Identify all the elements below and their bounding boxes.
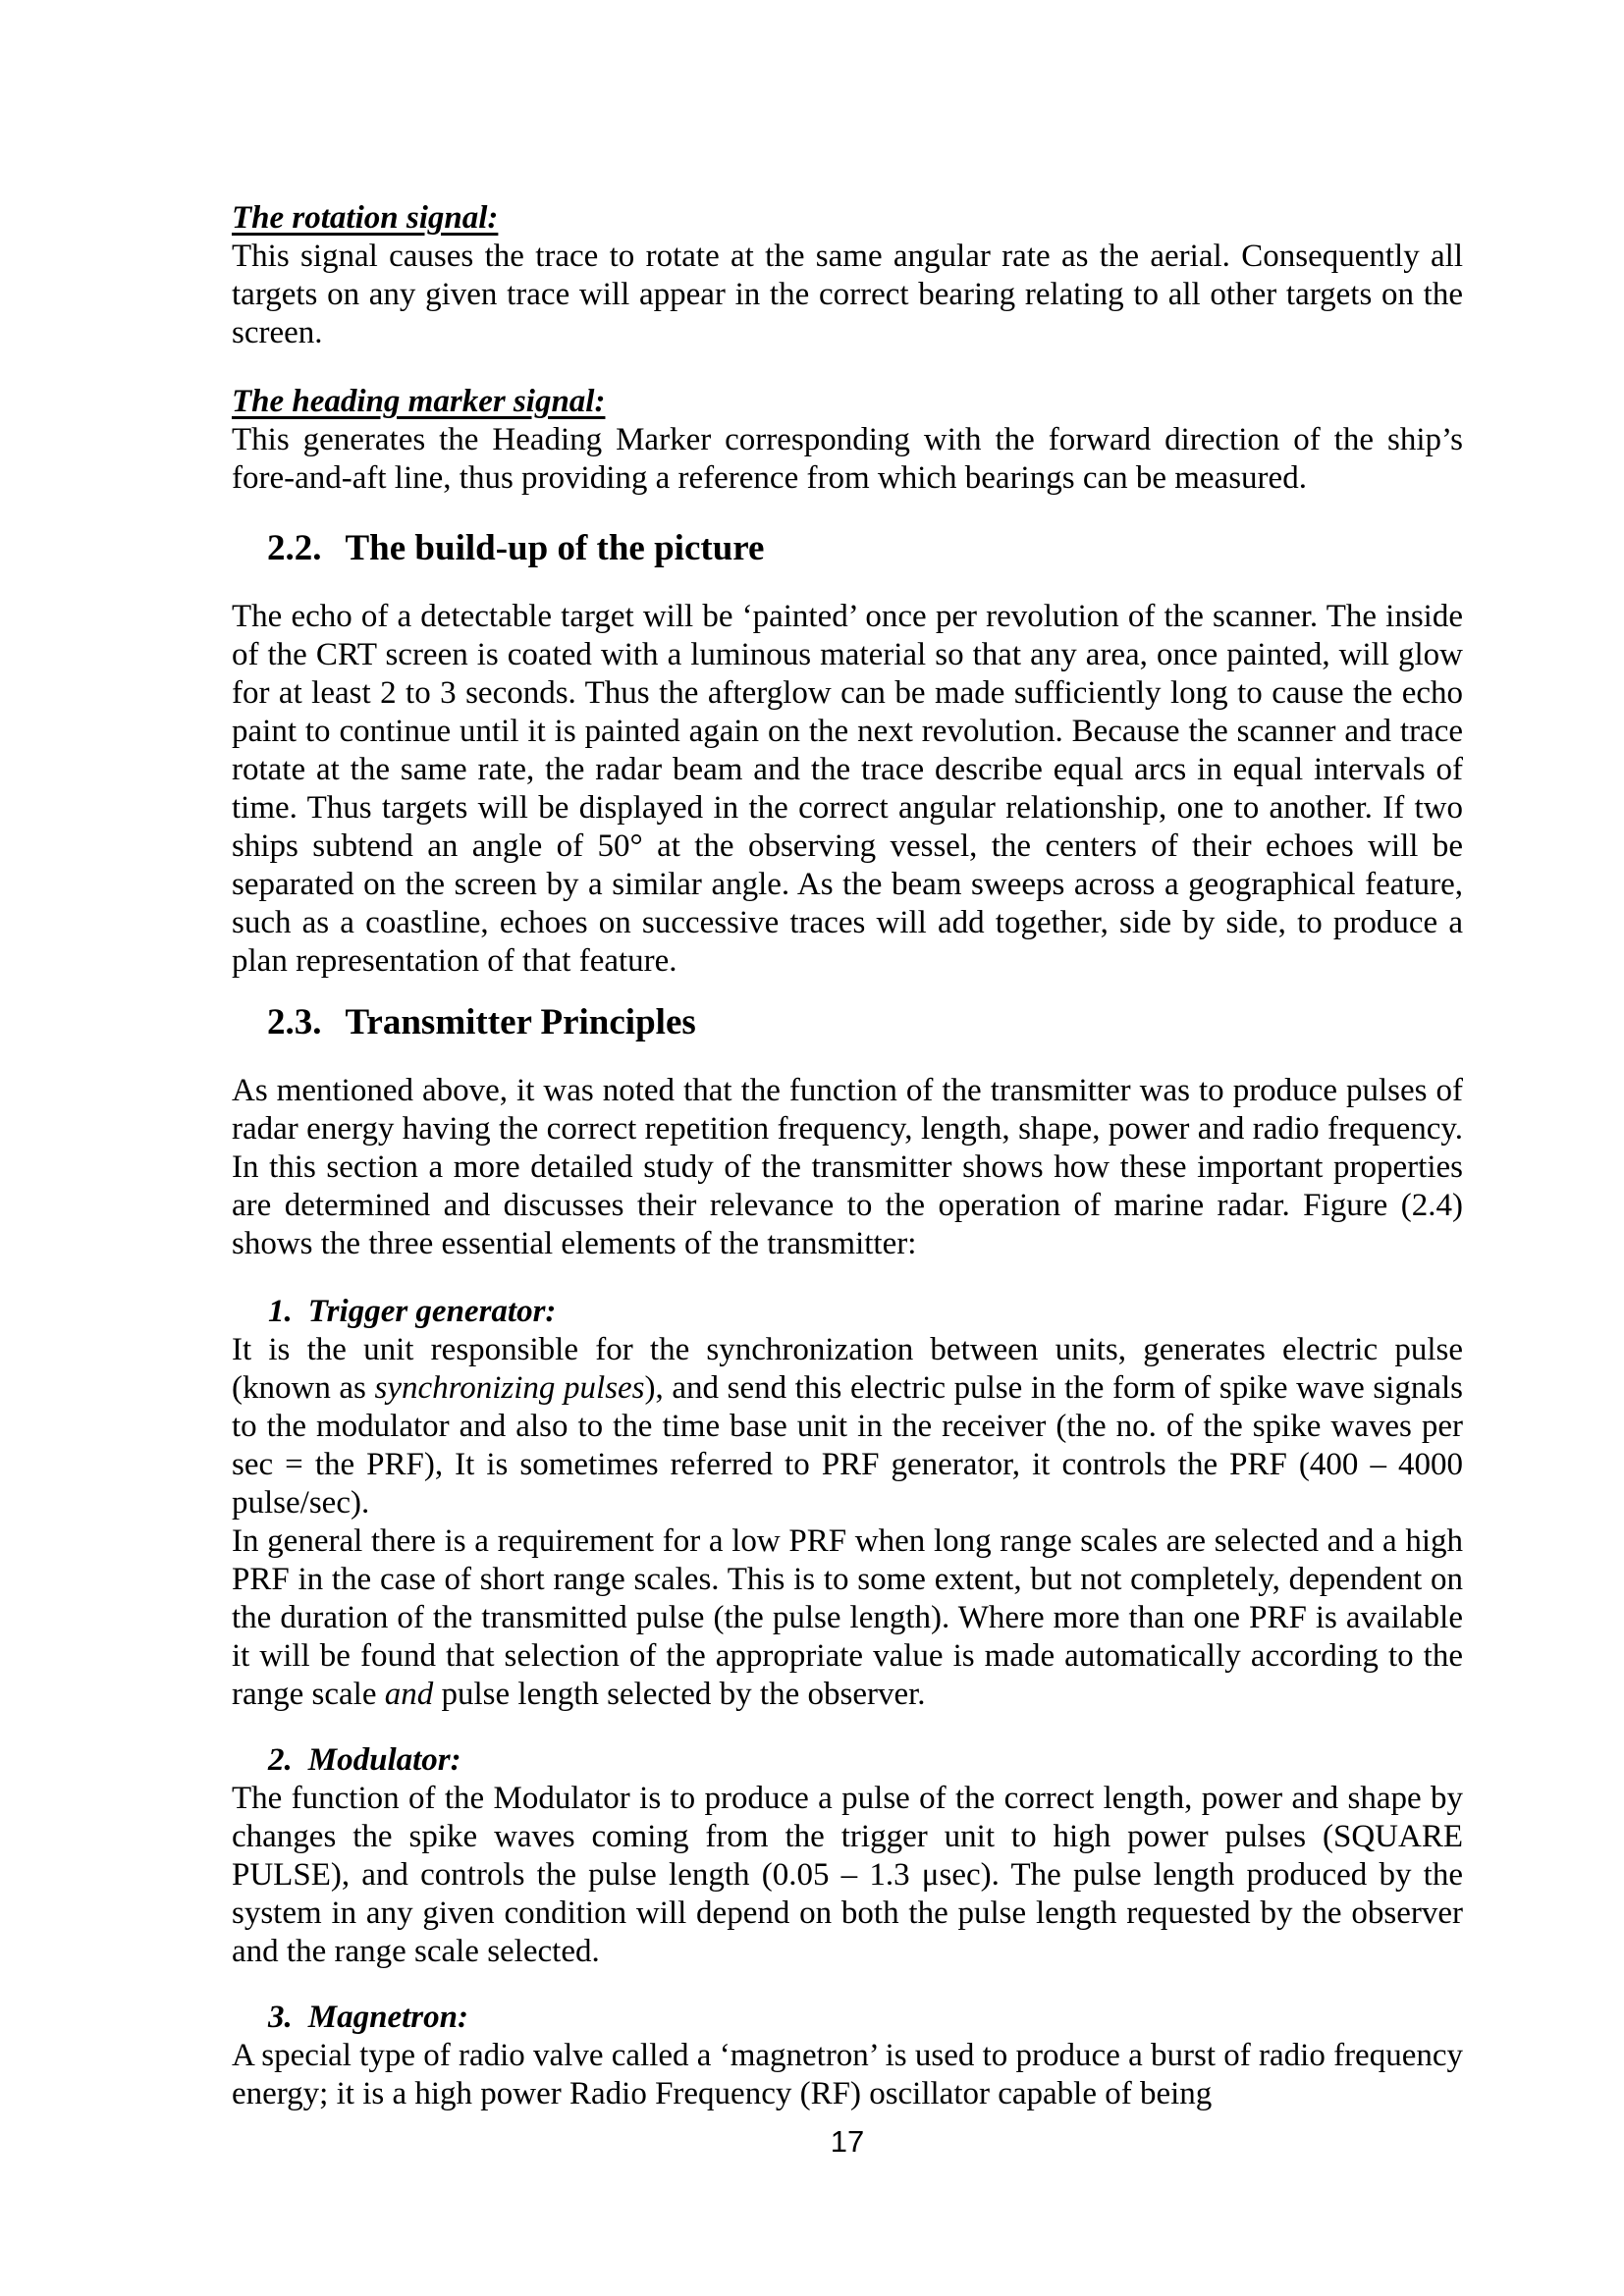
section-2-3-heading bbox=[232, 1001, 1463, 1044]
rotation-signal-heading bbox=[232, 199, 1463, 238]
trigger-generator-title: Trigger generator: bbox=[307, 1294, 557, 1329]
trigger-generator-number: 1. bbox=[268, 1294, 293, 1329]
heading-marker-heading bbox=[232, 383, 1463, 421]
magnetron-paragraph: A special type of radio valve called a ‘magnetron’ is used to produce a burst of radio frequency energy; it is a high power Radio Frequency (RF) oscillator capable of being bbox=[232, 2038, 1463, 2111]
page-number: 17 bbox=[830, 2124, 865, 2159]
section-2-2-number: 2.2. bbox=[267, 528, 322, 568]
section-2-3-number: 2.3. bbox=[267, 1002, 322, 1042]
trigger-generator-paragraph-1-text-cont: ), and send this electric pulse in the form of spike wave signals to the modulator and also to the time base unit in the receiver (the no. of the spike waves per sec = the PRF), It is sometimes referred to PRF generator, it controls the PRF (400 – 4000 pulse/sec). bbox=[232, 1370, 1463, 1521]
trigger-generator-paragraph-1 bbox=[232, 1331, 1463, 1522]
modulator-paragraph: The function of the Modulator is to produce a pulse of the correct length, power and shape by changes the spike waves coming from the trigger unit to high power pulses (SQUARE PULSE), and controls the pulse length (0.05 – 1.3 μsec). The pulse length produced by the system in any given condition will depend on both the pulse length requested by the observer and the range scale selected. bbox=[232, 1781, 1463, 1969]
magnetron-number: 3. bbox=[268, 2000, 293, 2035]
trigger-generator-paragraph-2-text: In general there is a requirement for a low PRF when long range scales are selected and a high PRF in the case of short range scales. This is to some extent, but not completely, dependent on the duration of the transmitted pulse (the pulse length). Where more than one PRF is available it will be found that selection of the appropriate value is made automatically according to the range scale bbox=[232, 1523, 1463, 1712]
section-2-2-title: The build-up of the picture bbox=[345, 528, 765, 568]
magnetron-title: Magnetron: bbox=[307, 2000, 468, 2035]
heading-marker-heading-text: The heading marker signal: bbox=[232, 384, 606, 419]
trigger-generator-paragraph-2-italic: and bbox=[384, 1677, 434, 1712]
page-content bbox=[232, 199, 1463, 2113]
heading-marker-paragraph: This generates the Heading Marker corresponding with the forward direction of the ship’s fore-and-aft line, thus providing a reference from which bearings can be measured. bbox=[232, 422, 1463, 496]
magnetron-heading bbox=[232, 1999, 1463, 2037]
modulator-number: 2. bbox=[268, 1742, 293, 1778]
rotation-signal-paragraph: This signal causes the trace to rotate at the same angular rate as the aerial. Consequently all targets on any given trace will appear in the correct bearing relating to all other targets on the screen. bbox=[232, 239, 1463, 350]
trigger-generator-paragraph-1-text: It is the unit responsible for the synchronization between units, generates electric pulse (known as bbox=[232, 1332, 1463, 1406]
modulator-heading bbox=[232, 1741, 1463, 1780]
section-2-3-intro-paragraph: As mentioned above, it was noted that the function of the transmitter was to produce pulses of radar energy having the correct repetition frequency, length, shape, power and radio frequency. In this section a more detailed study of the transmitter shows how these important properties are determined and discusses their relevance to the operation of marine radar. Figure (2.4) shows the three essential elements of the transmitter: bbox=[232, 1073, 1463, 1261]
section-2-3-title: Transmitter Principles bbox=[345, 1002, 696, 1042]
trigger-generator-heading bbox=[232, 1293, 1463, 1331]
trigger-generator-paragraph-2-text-cont: pulse length selected by the observer. bbox=[433, 1677, 926, 1712]
section-2-2-heading bbox=[232, 527, 1463, 570]
rotation-signal-heading-text: The rotation signal: bbox=[232, 200, 499, 236]
section-2-2-paragraph: The echo of a detectable target will be ‘painted’ once per revolution of the scanner. The inside of the CRT screen is coated with a luminous material so that any area, once painted, will glow for at least 2 to 3 seconds. Thus the afterglow can be made sufficiently long to cause the echo paint to continue until it is painted again on the next revolution. Because the scanner and trace rotate at the same rate, the radar beam and the trace describe equal arcs in equal intervals of time. Thus targets will be displayed in the correct angular relationship, one to another. If two ships subtend an angle of 50° at the observing vessel, the centers of their echoes will be separated on the screen by a similar angle. As the beam sweeps across a geographical feature, such as a coastline, echoes on successive traces will add together, side by side, to produce a plan representation of that feature. bbox=[232, 599, 1463, 979]
trigger-generator-paragraph-2 bbox=[232, 1522, 1463, 1714]
trigger-generator-paragraph-1-italic: synchronizing pulses bbox=[374, 1370, 645, 1406]
modulator-title: Modulator: bbox=[307, 1742, 461, 1778]
